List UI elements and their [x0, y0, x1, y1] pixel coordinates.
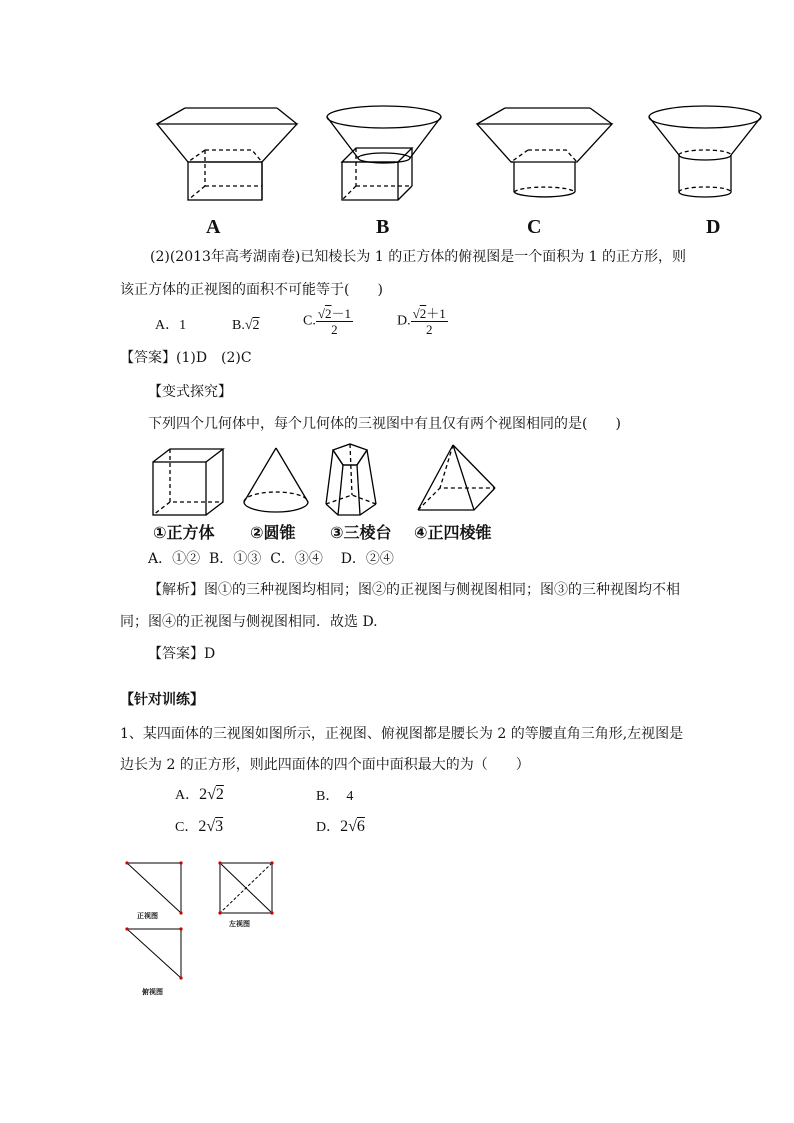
q2-option-d — [397, 306, 448, 337]
q2-line2: 该正方体的正视图的面积不可能等于( ) — [120, 282, 383, 298]
variant-answer: 【答案】D — [148, 646, 216, 662]
three-views-figure — [0, 855, 794, 1015]
q2-option-c-fraction: $\frac{√2-1}{2}$ — [317, 306, 351, 337]
q2-option-d-num-rest: ＋1 — [426, 306, 446, 321]
q2-option-d-radicand: 2 — [419, 306, 427, 321]
q2-option-c-radicand: 2 — [324, 306, 332, 321]
top-view-label: 俯视图 — [142, 988, 163, 996]
top-view-triangle — [127, 929, 181, 978]
variant-analysis-line2: 同；图④的正视图与侧视图相同．故选 D. — [120, 614, 378, 630]
training-option-a-radicand: 2 — [215, 786, 224, 803]
training-option-d-prefix: D． — [316, 820, 341, 835]
q2-option-c — [303, 306, 353, 337]
q2-line1: (2)(2013年高考湖南卷)已知棱长为 1 的正方体的俯视图是一个面积为 1 的正方形，则 — [150, 249, 686, 265]
front-view-label: 正视图 — [137, 912, 158, 920]
variant-analysis-line1: 【解析】图①的三种视图均相同；图②的正视图与侧视图相同；图③的三种视图均不相 — [148, 582, 680, 598]
training-option-c: C．2√3 — [175, 818, 224, 835]
training-q1-line2: 边长为 2 的正方形，则此四面体的四个面中面积最大的为（ ） — [120, 757, 530, 773]
q2-option-b-prefix: B. — [232, 318, 245, 333]
training-heading: 【针对训练】 — [120, 692, 204, 708]
q2-option-b-radicand: 2 — [252, 318, 260, 333]
solids-figure — [0, 0, 794, 240]
solid-b — [327, 106, 441, 200]
q2-option-c-den: 2 — [331, 322, 338, 337]
q2-option-a: A．1 — [155, 318, 187, 333]
training-q1-line1: 1、某四面体的三视图如图所示，正视图、俯视图都是腰长为 2 的等腰直角三角形,左视图是 — [120, 726, 684, 742]
solid-d — [649, 106, 761, 197]
square-pyramid-figure — [418, 445, 495, 510]
variant-question: 下列四个几何体中，每个几何体的三视图中有且仅有两个视图相同的是( ) — [148, 416, 621, 432]
training-option-d-coef: 2 — [340, 818, 349, 835]
variant-heading: 【变式探究】 — [148, 384, 232, 400]
cone-figure — [244, 448, 308, 512]
training-option-b: B． 4 — [316, 789, 354, 804]
solid-label-1: ①正方体 — [153, 523, 215, 542]
q2-option-d-den: 2 — [425, 322, 433, 337]
q2-option-c-prefix: C. — [303, 313, 316, 329]
solid-a — [157, 108, 297, 200]
left-view-label: 左视图 — [229, 920, 250, 928]
training-option-a-coef: 2 — [199, 786, 208, 803]
q2-option-d-prefix: D. — [397, 313, 411, 329]
training-option-a: A．2√2 — [175, 786, 224, 803]
solid-label-4: ④正四棱锥 — [414, 523, 492, 542]
q2-option-b: B.√2 — [232, 318, 260, 333]
label-c: C — [527, 216, 542, 238]
left-view-square — [220, 863, 272, 913]
training-option-a-prefix: A． — [175, 788, 200, 803]
solid-c — [477, 108, 612, 197]
label-b: B — [376, 216, 390, 238]
training-option-d-radicand: 6 — [356, 818, 365, 835]
label-a: A — [206, 216, 221, 238]
front-view-triangle — [127, 863, 181, 913]
solid-label-2: ②圆锥 — [250, 523, 296, 542]
cube-figure — [153, 449, 223, 515]
training-option-c-coef: 2 — [198, 818, 207, 835]
q2-option-c-num-rest: －1 — [331, 306, 351, 321]
q2-option-d-fraction: $\frac{√2+1}{2}$ — [412, 306, 446, 337]
training-option-c-radicand: 3 — [215, 818, 224, 835]
solid-label-3: ③三棱台 — [330, 523, 392, 542]
training-option-c-prefix: C． — [175, 820, 199, 835]
label-d: D — [706, 216, 721, 238]
variant-options: A．①② B．①③ C．③④ D．②④ — [148, 551, 394, 567]
triangular-frustum-figure — [326, 444, 376, 515]
training-option-d: D．2√6 — [316, 818, 365, 835]
variant-solids-figure — [0, 440, 794, 520]
answer-1: 【答案】(1)D (2)C — [120, 350, 252, 366]
